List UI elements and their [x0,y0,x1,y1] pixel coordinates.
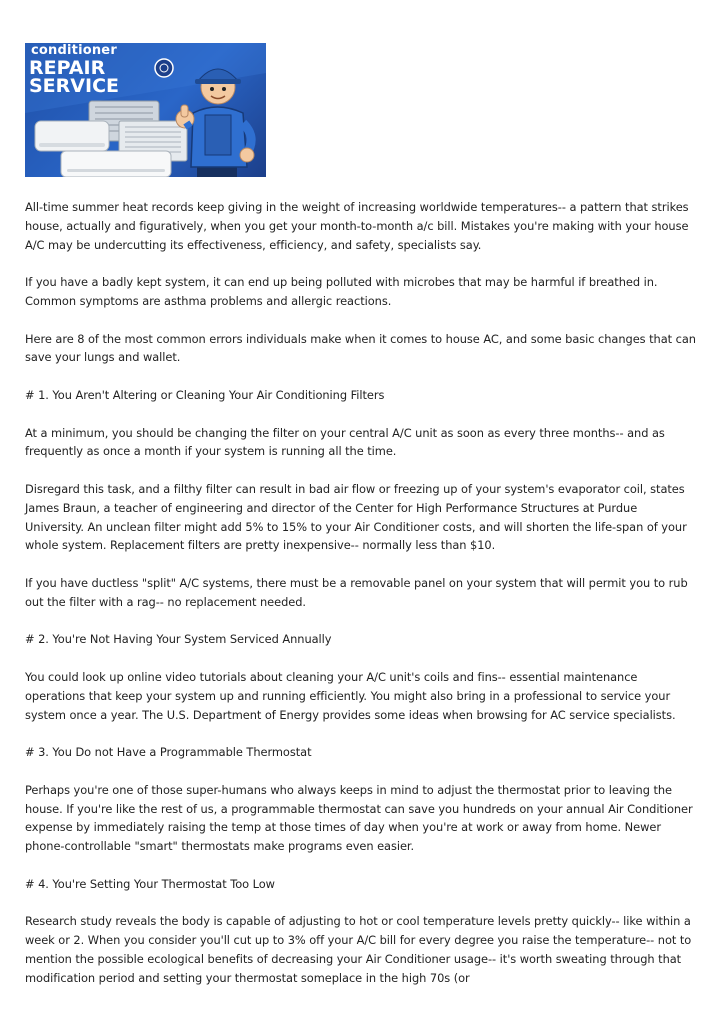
paragraph: If you have ductless "split" A/C systems, there must be a removable panel on your system that will permit you to rub out the filter with a rag-- no replacement needed. [25,575,688,609]
hero-line-3: SERVICE [29,75,119,97]
section-heading: # 3. You Do not Have a Programmable Thermostat [25,745,312,760]
paragraph: At a minimum, you should be changing the filter on your central A/C unit as soon as every three months-- and as frequently as once a month if your system is running all the time. [25,425,665,459]
paragraph: Perhaps you're one of those super-humans who always keeps in mind to adjust the thermostat prior to leaving the house. If you're like the rest of us, a programmable thermostat can save you hundreds on your annual Air Conditioner expense by immediately raising the temp at those times of day when you're at work or away from home. Newer phone-controllable "smart" thermostats make programs even easier. [25,782,693,854]
section-heading: # 2. You're Not Having Your System Serviced Annually [25,632,332,647]
section-heading: # 4. You're Setting Your Thermostat Too Low [25,876,275,891]
section-heading: # 1. You Aren't Altering or Cleaning Your Air Conditioning Filters [25,387,385,402]
paragraph: If you have a badly kept system, it can end up being polluted with microbes that may be harmful if breathed in. Common symptoms are asthma problems and allergic reactions. [25,275,658,308]
paragraph: Disregard this task, and a filthy filter can result in bad air flow or freezing up of your system's evaporator coil, states James Braun, a teacher of engineering and director of the Center for High Performance Structures at Purdue University. An unclean filter might add 5% to 15% to your Air Conditioner costs, and will shorten the life-span of your whole system. Replacement filters are pretty inexpensive-- normally less than $10. [25,481,687,553]
hero-line-2: REPAIR [29,57,106,79]
paragraph: You could look up online video tutorials about cleaning your A/C unit's coils and fins-- essential maintenance operations that keep your system up and running efficiently. You might also bring in a professional to service your system once a year. The U.S. Department of Energy provides some ideas when browsing for AC service specialists. [25,669,676,722]
paragraph: Here are 8 of the most common errors individuals make when it comes to house AC, and some basic changes that can save your lungs and wallet. [25,331,696,365]
paragraph: Research study reveals the body is capable of adjusting to hot or cool temperature levels pretty quickly-- like within a week or 2. When you consider you'll cut up to 3% off your A/C bill for every degree you raise the temperature-- not to mention the possible ecological benefits of decreasing your Air Conditioner usage-- it's worth sweating through that modification period and setting your thermostat someplace in the high 70s (or [25,914,692,985]
article-body [25,198,697,987]
hero-image [25,43,266,177]
paragraph: All-time summer heat records keep giving in the weight of increasing worldwide temperatures-- a pattern that strikes house, actually and figuratively, when you get your month-to-month a/c bill. Mistakes you're making with your house A/C may be undercutting its effectiveness, efficiency, and safety, specialists say. [25,200,689,252]
hero-line-1: conditioner [31,43,117,58]
